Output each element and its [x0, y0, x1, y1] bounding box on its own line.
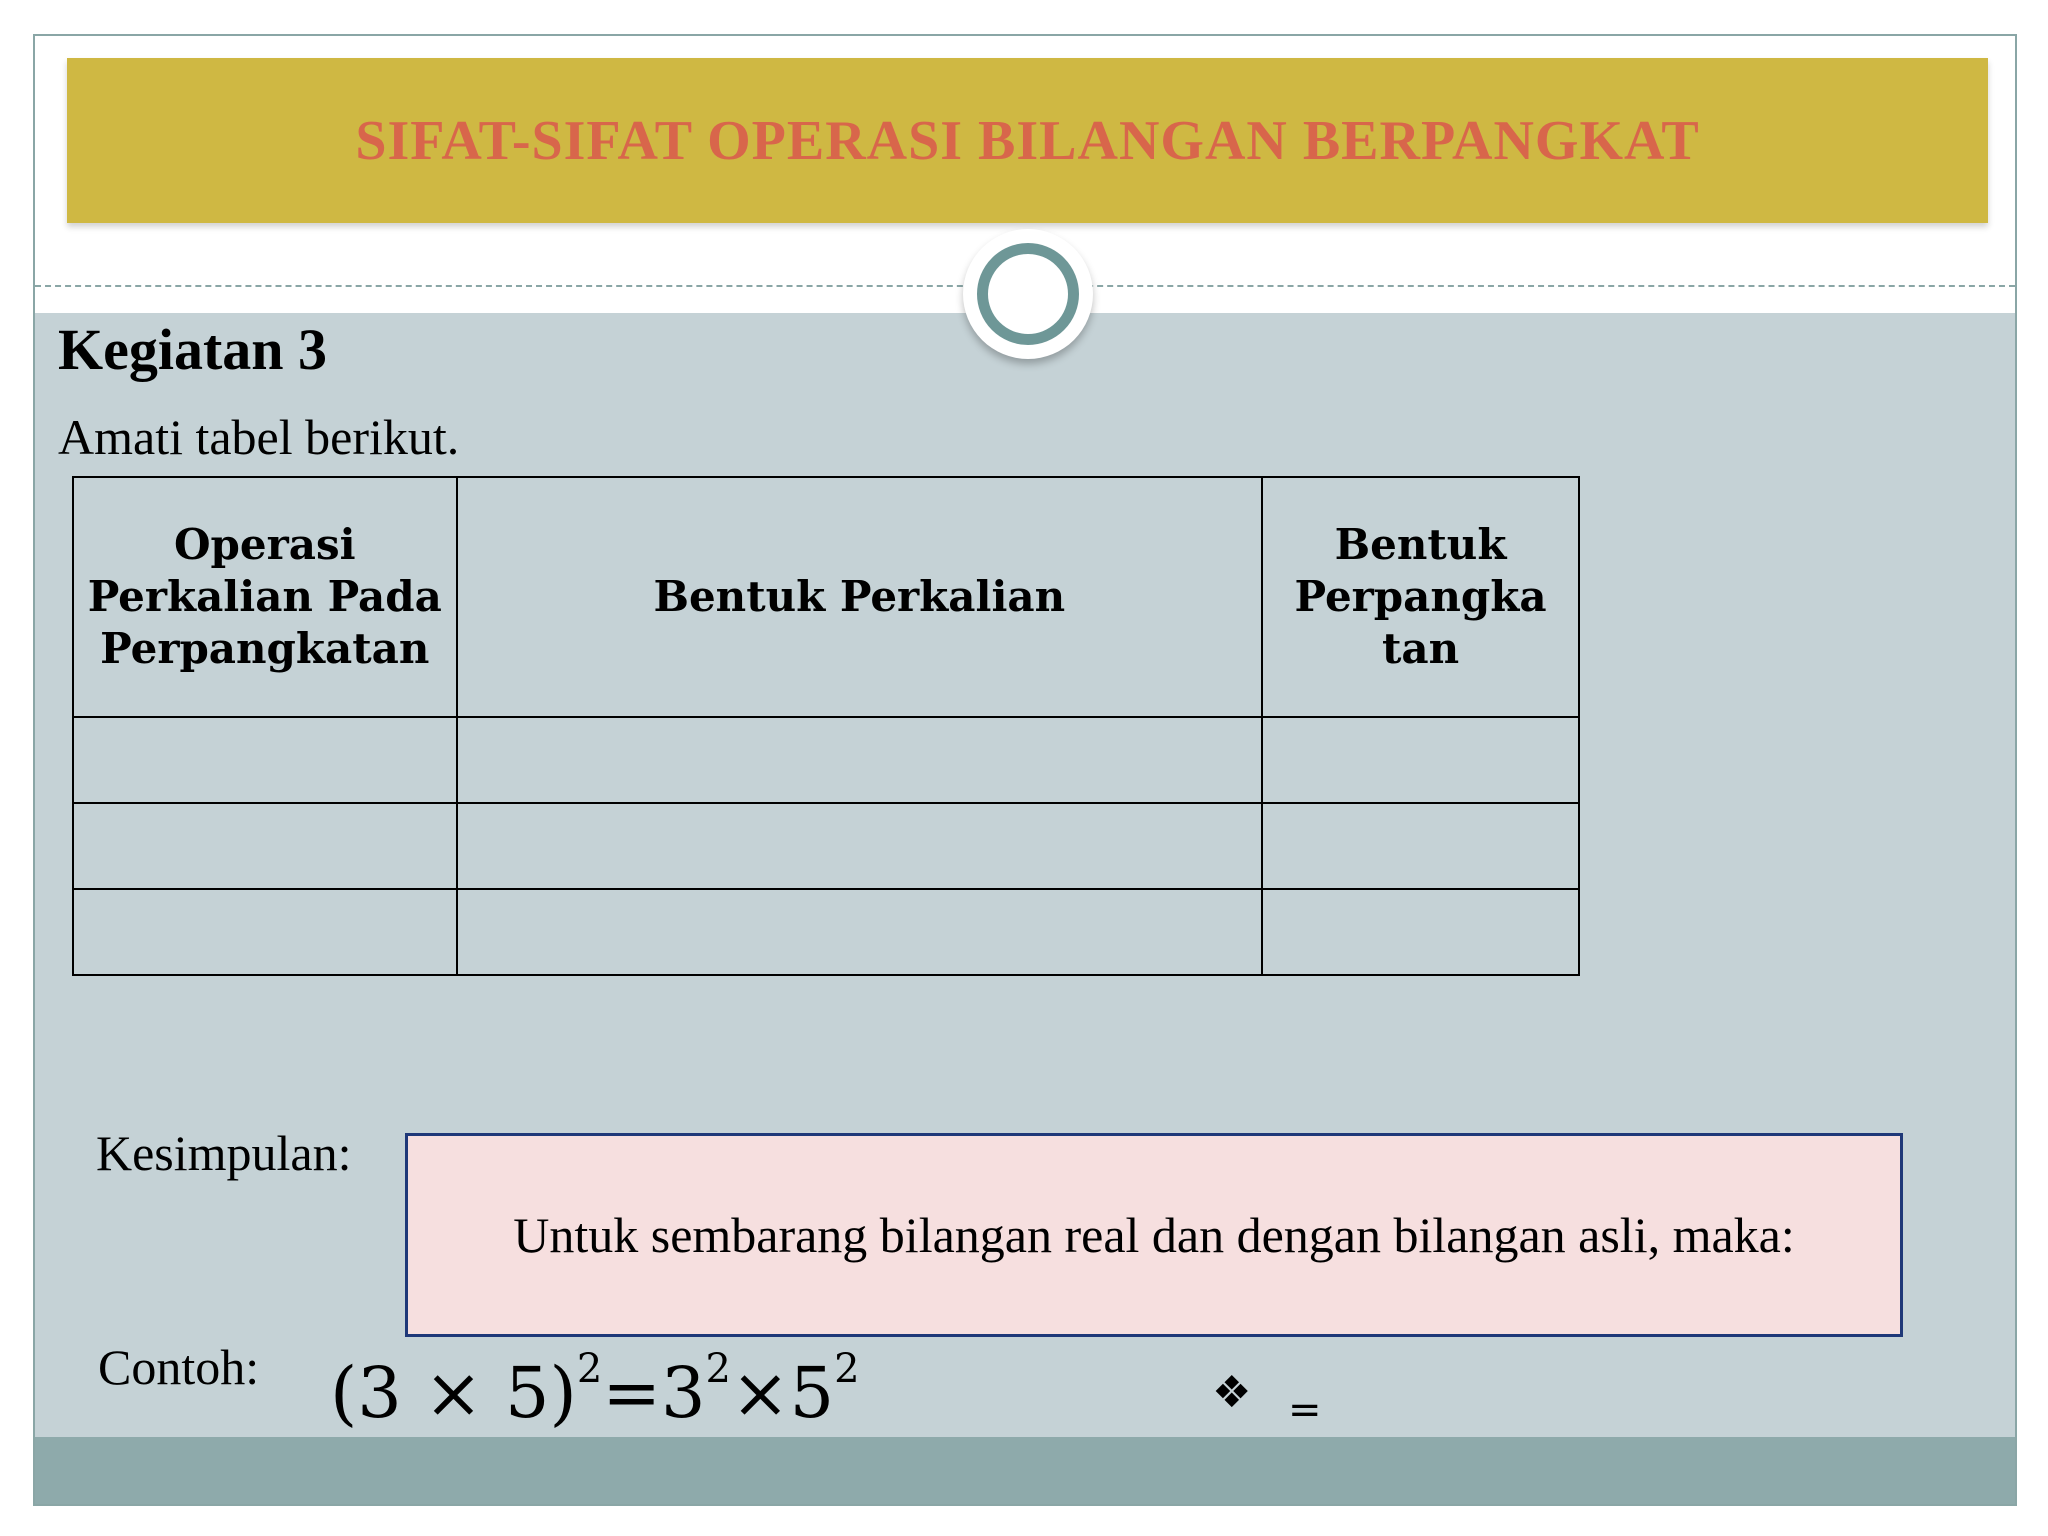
intro-text: Amati tabel berikut. — [58, 409, 460, 465]
header-operation: Operasi Perkalian Pada Perpangkatan — [73, 477, 457, 717]
table-cell[interactable] — [457, 889, 1263, 975]
conclusion-label: Kesimpulan: — [96, 1125, 352, 1181]
formula-base-2: 5 — [789, 1352, 835, 1434]
table-cell[interactable] — [73, 803, 457, 889]
conclusion-box — [405, 1133, 1903, 1337]
bullet-equals: = — [1288, 1387, 1322, 1433]
table-header-row — [73, 477, 1579, 717]
table-cell[interactable] — [1262, 717, 1579, 803]
formula-lhs-exponent: 2 — [576, 1346, 603, 1392]
header-power-form: Bentuk Perpangka tan — [1262, 477, 1579, 717]
formula-equals: = — [602, 1352, 661, 1434]
formula-exponent-1: 2 — [705, 1346, 731, 1392]
conclusion-text: Untuk sembarang bilangan real dan dengan bilangan asli, maka: — [513, 1207, 1795, 1263]
formula-exponent-2: 2 — [834, 1346, 860, 1392]
table-row — [73, 717, 1579, 803]
table-row — [73, 803, 1579, 889]
table-cell[interactable] — [1262, 803, 1579, 889]
activity-heading: Kegiatan 3 — [58, 317, 328, 382]
table-cell[interactable] — [1262, 889, 1579, 975]
ring-inner — [977, 243, 1079, 345]
footer-bar — [35, 1437, 2015, 1504]
table-cell[interactable] — [457, 717, 1263, 803]
formula-base-1: 3 — [660, 1352, 706, 1434]
formula-times: × — [730, 1352, 790, 1434]
table-cell[interactable] — [73, 717, 457, 803]
table-cell[interactable] — [457, 803, 1263, 889]
table-cell[interactable] — [73, 889, 457, 975]
table-row — [73, 889, 1579, 975]
diamond-bullet-icon: ❖ — [1212, 1367, 1252, 1418]
ring-ornament-icon — [963, 229, 1093, 359]
example-label: Contoh: — [98, 1339, 260, 1395]
header-multiplication-form: Bentuk Perkalian — [457, 477, 1263, 717]
slide-title: SIFAT-SIFAT OPERASI BILANGAN BERPANGKAT — [355, 109, 1700, 172]
formula-lhs: (3 × 5) — [330, 1352, 577, 1434]
observation-table — [72, 476, 1580, 976]
example-formula — [330, 1346, 860, 1434]
title-bar — [67, 58, 1988, 223]
